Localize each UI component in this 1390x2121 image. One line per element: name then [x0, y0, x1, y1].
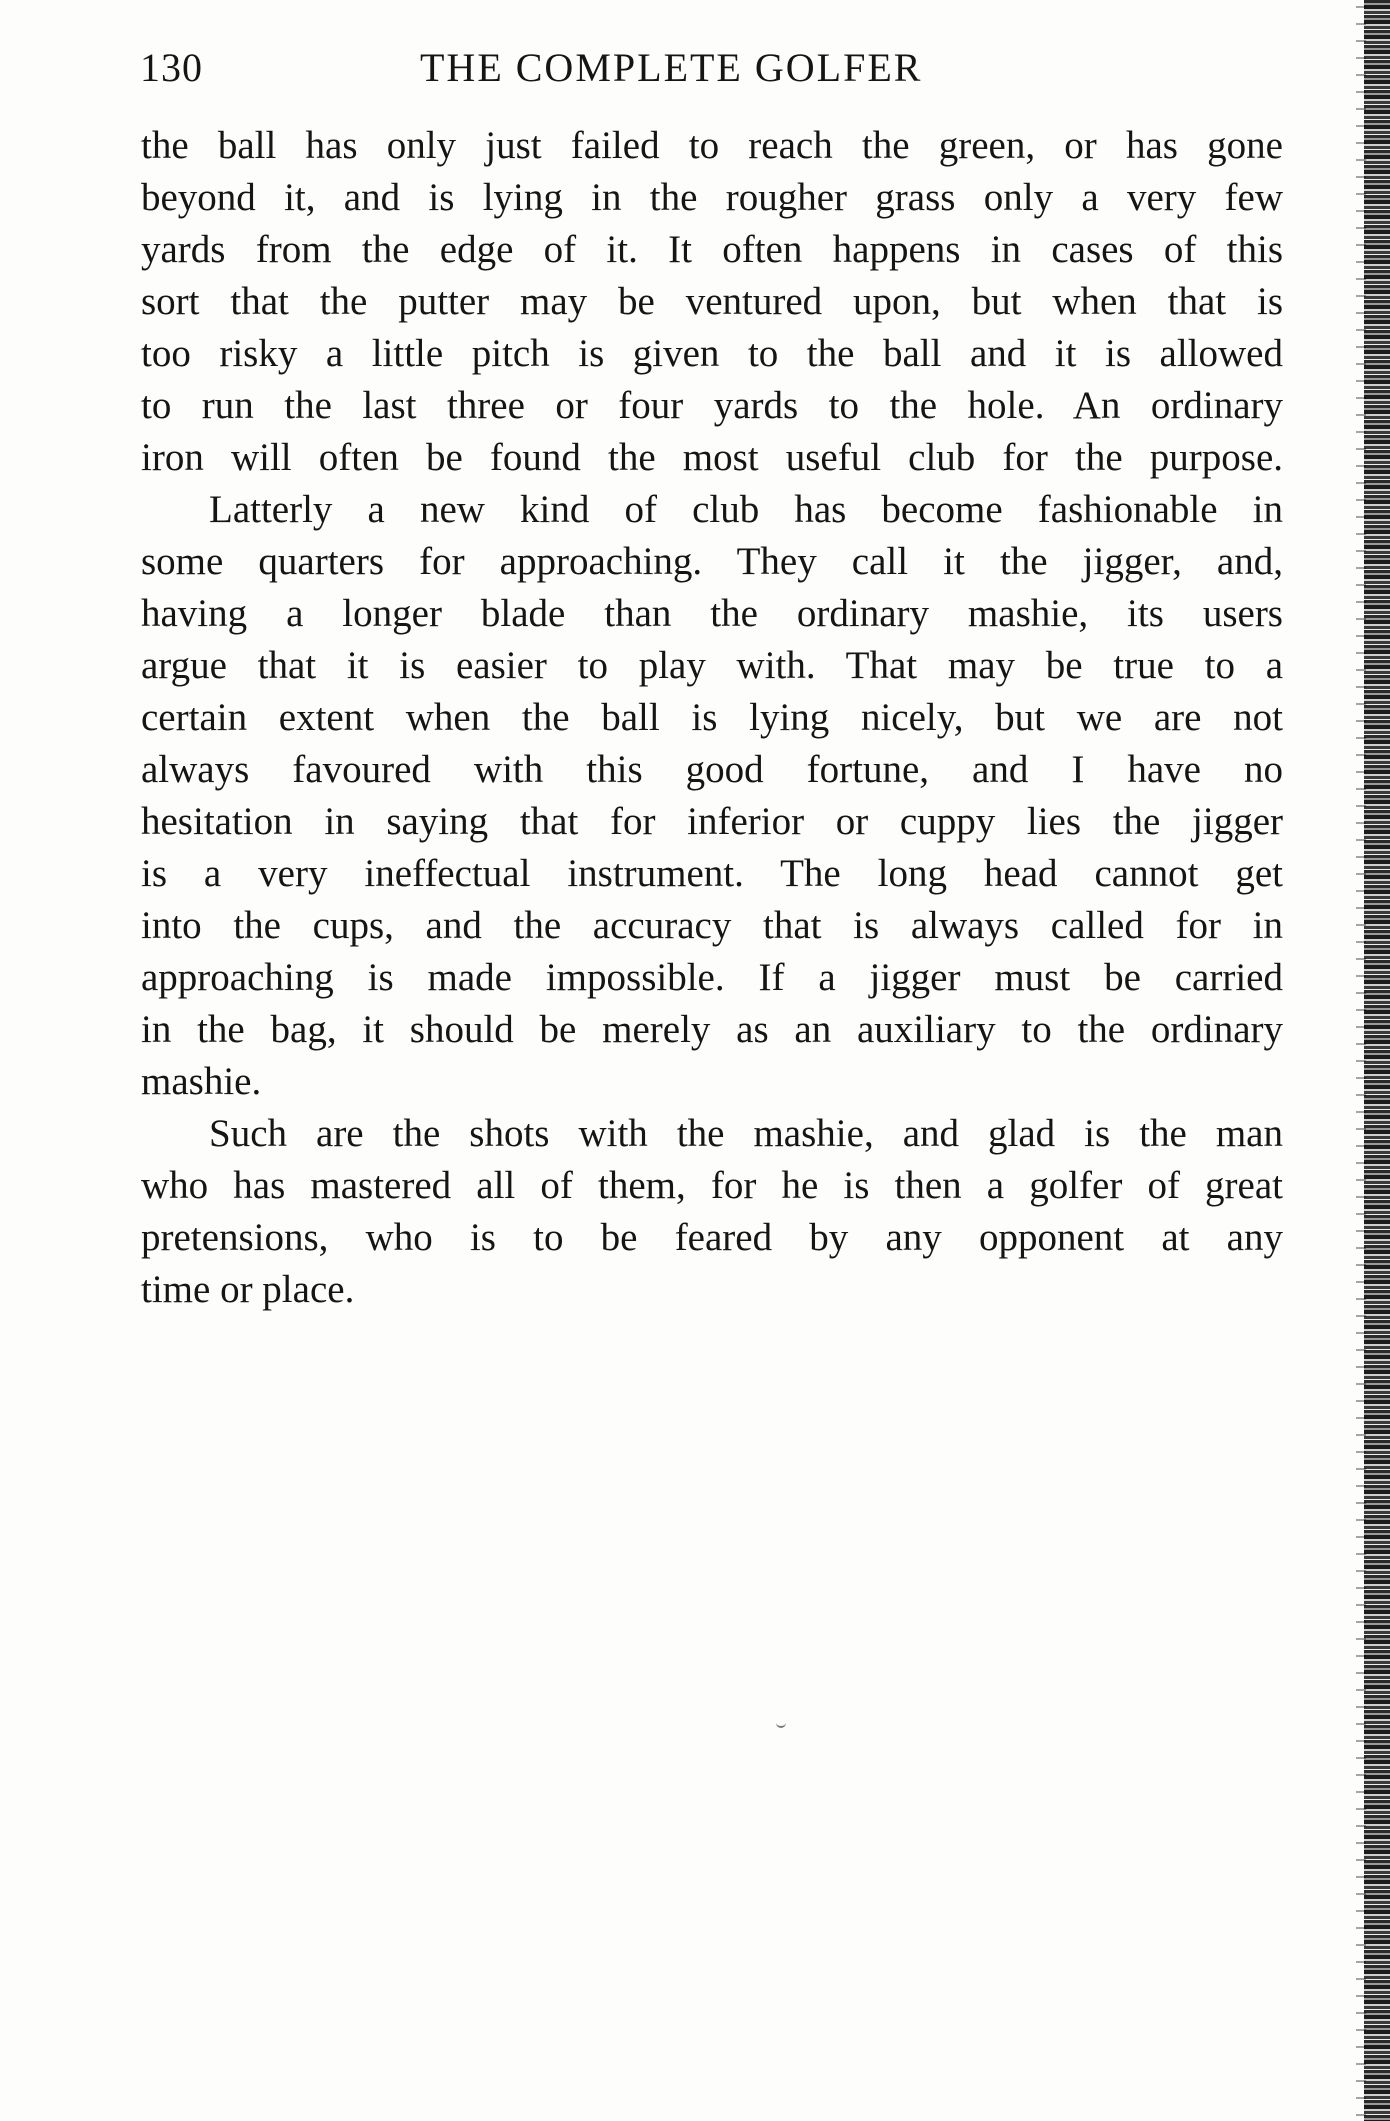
text-line: hesitation in saying that for inferior or cuppy lies the jigger [141, 800, 1283, 843]
page-edge-scan-artifact [1364, 0, 1390, 2121]
text-line: into the cups, and the accuracy that is always called for in [141, 904, 1283, 947]
paragraph-2 [141, 484, 1283, 1108]
text-line: who has mastered all of them, for he is then a golfer of great [141, 1164, 1283, 1207]
running-head: THE COMPLETE GOLFER [420, 45, 923, 90]
text-line: argue that it is easier to play with. That may be true to a [141, 644, 1283, 687]
text-line: is a very ineffectual instrument. The long head cannot get [141, 852, 1283, 895]
page-header [140, 44, 1280, 104]
text-line: in the bag, it should be merely as an auxiliary to the ordinary [141, 1008, 1283, 1051]
text-line: iron will often be found the most useful club for the purpose. [141, 436, 1283, 479]
text-line: pretensions, who is to be feared by any opponent at any [141, 1216, 1283, 1259]
text-line: mashie. [141, 1060, 262, 1103]
text-line: time or place. [141, 1268, 355, 1311]
paragraph-3 [141, 1108, 1283, 1316]
text-line: sort that the putter may be ventured upon, but when that is [141, 280, 1283, 323]
page-number: 130 [140, 45, 203, 90]
body-text [141, 120, 1283, 1316]
text-line: the ball has only just failed to reach the green, or has gone [141, 124, 1283, 167]
text-line: certain extent when the ball is lying nicely, but we are not [141, 696, 1283, 739]
text-line: approaching is made impossible. If a jigger must be carried [141, 956, 1283, 999]
text-line: beyond it, and is lying in the rougher grass only a very few [141, 176, 1283, 219]
text-line: some quarters for approaching. They call it the jigger, and, [141, 540, 1283, 583]
text-line: having a longer blade than the ordinary mashie, its users [141, 592, 1283, 635]
text-line: Such are the shots with the mashie, and glad is the man [209, 1112, 1283, 1155]
text-line: to run the last three or four yards to the hole. An ordinary [141, 384, 1283, 427]
paragraph-1 [141, 120, 1283, 484]
print-speck [776, 1722, 786, 1728]
text-line: yards from the edge of it. It often happens in cases of this [141, 228, 1283, 271]
text-line: too risky a little pitch is given to the ball and it is allowed [141, 332, 1283, 375]
text-line: always favoured with this good fortune, and I have no [141, 748, 1283, 791]
text-line: Latterly a new kind of club has become fashionable in [209, 488, 1283, 531]
